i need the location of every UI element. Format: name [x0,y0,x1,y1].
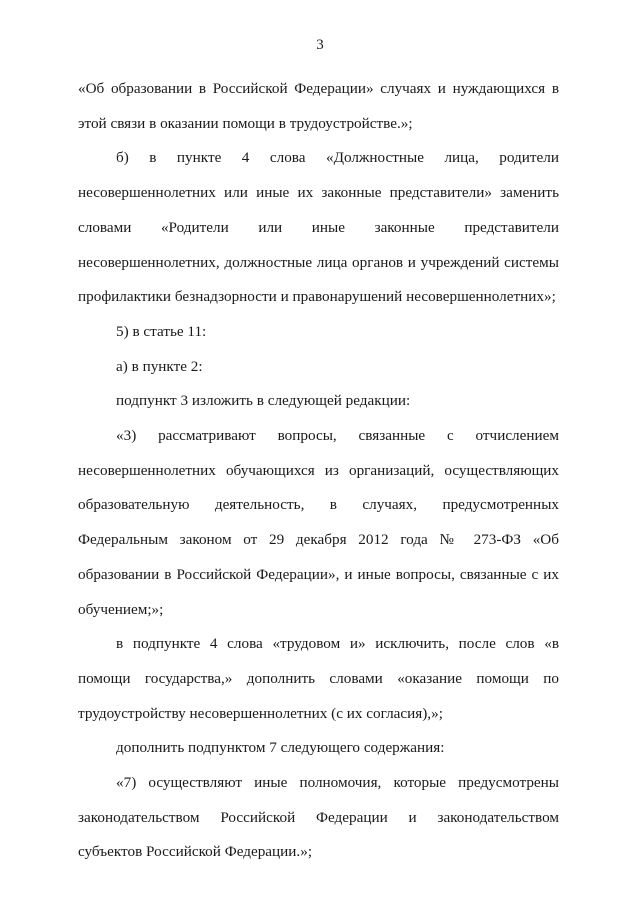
paragraph-item-5: 5) в статье 11: [116,322,207,340]
paragraph-subitem-a: а) в пункте 2: [116,357,203,375]
page-number: 3 [316,37,324,53]
paragraph-subpoint-3-intro: подпункт 3 изложить в следующей редакции: [116,392,411,410]
paragraph-subpoint-7-text: «7) осуществляют иные полномочия, которые предусмотрены законодательством Российской Федерации и законодательством субъектов Российской Федерации.»; [78,774,559,861]
paragraph-subpoint-3-text: «3) рассматривают вопросы, связанные с отчислением несовершеннолетних обучающихся из организаций, осуществляющих образовательную деятельность, в случаях, предусмотренных Федеральным законом от 29 декабря 2012 года № 273-ФЗ «Об образовании в Российской Федерации», и иные вопросы, связанные с их обучением;»; [78,427,559,618]
paragraph-subpoint-7-intro: дополнить подпунктом 7 следующего содержания: [116,739,445,757]
paragraph-continuation: «Об образовании в Российской Федерации» случаях и нуждающихся в этой связи в оказании помощи в трудоустройстве.»; [78,80,559,132]
paragraph-subitem-b: б) в пункте 4 слова «Должностные лица, родители несовершеннолетних или иные их законные представители» заменить словами «Родители или иные законные представители несовершеннолетних, должностные лица органов и учреждений системы профилактики безнадзорности и правонарушений несовершеннолетних»; [78,149,559,306]
paragraph-subpoint-4: в подпункте 4 слова «трудовом и» исключить, после слов «в помощи государства,» дополнить словами «оказание помощи по трудоустройству несовершеннолетних (с их согласия),»; [78,635,559,722]
document-body [78,72,559,870]
